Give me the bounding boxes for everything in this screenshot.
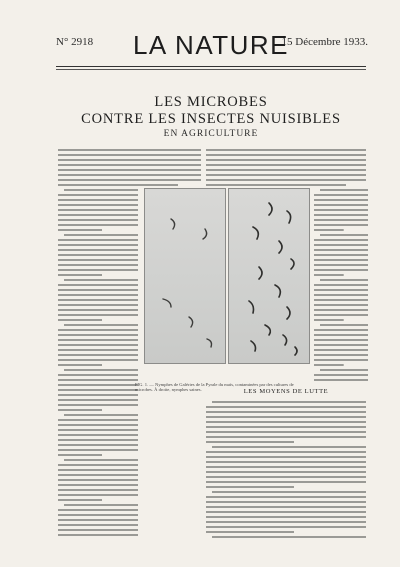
article-title <box>56 94 366 128</box>
text-lines <box>206 148 366 188</box>
text-lines <box>314 188 368 384</box>
figure-caption: FIG. 1. — Nymphes de Galéries de la Pyrale du maïs, contaminées par des cultures de microbes. À droite, nymphes saines. <box>135 382 294 393</box>
larvae-illustration <box>145 189 225 363</box>
text-lines <box>206 400 366 540</box>
body-text-block <box>58 148 201 188</box>
masthead-rule <box>56 66 366 67</box>
issue-number: N° 2918 <box>56 36 94 48</box>
article-title-line-2: CONTRE LES INSECTES NUISIBLES <box>81 111 341 127</box>
body-text-column-bottom <box>206 400 366 540</box>
photo-plate-left <box>144 188 226 364</box>
text-lines <box>58 148 201 188</box>
figure-photo <box>142 188 311 372</box>
issue-date: 15 Décembre 1933. <box>281 36 368 48</box>
text-lines <box>58 188 138 540</box>
body-text-block-right <box>206 148 366 188</box>
photo-plate-right <box>228 188 310 364</box>
masthead <box>56 30 366 64</box>
masthead-rule-thin <box>56 69 366 70</box>
article-subtitle: EN AGRICULTURE <box>163 129 259 139</box>
magazine-title: LA NATURE <box>132 30 290 60</box>
larvae-illustration <box>229 189 309 363</box>
body-text-column-right <box>314 188 368 384</box>
article-title-line-1: LES MICROBES <box>154 94 268 110</box>
section-heading: LES MOYENS DE LUTTE <box>243 388 329 395</box>
body-text-column-left <box>58 188 138 540</box>
